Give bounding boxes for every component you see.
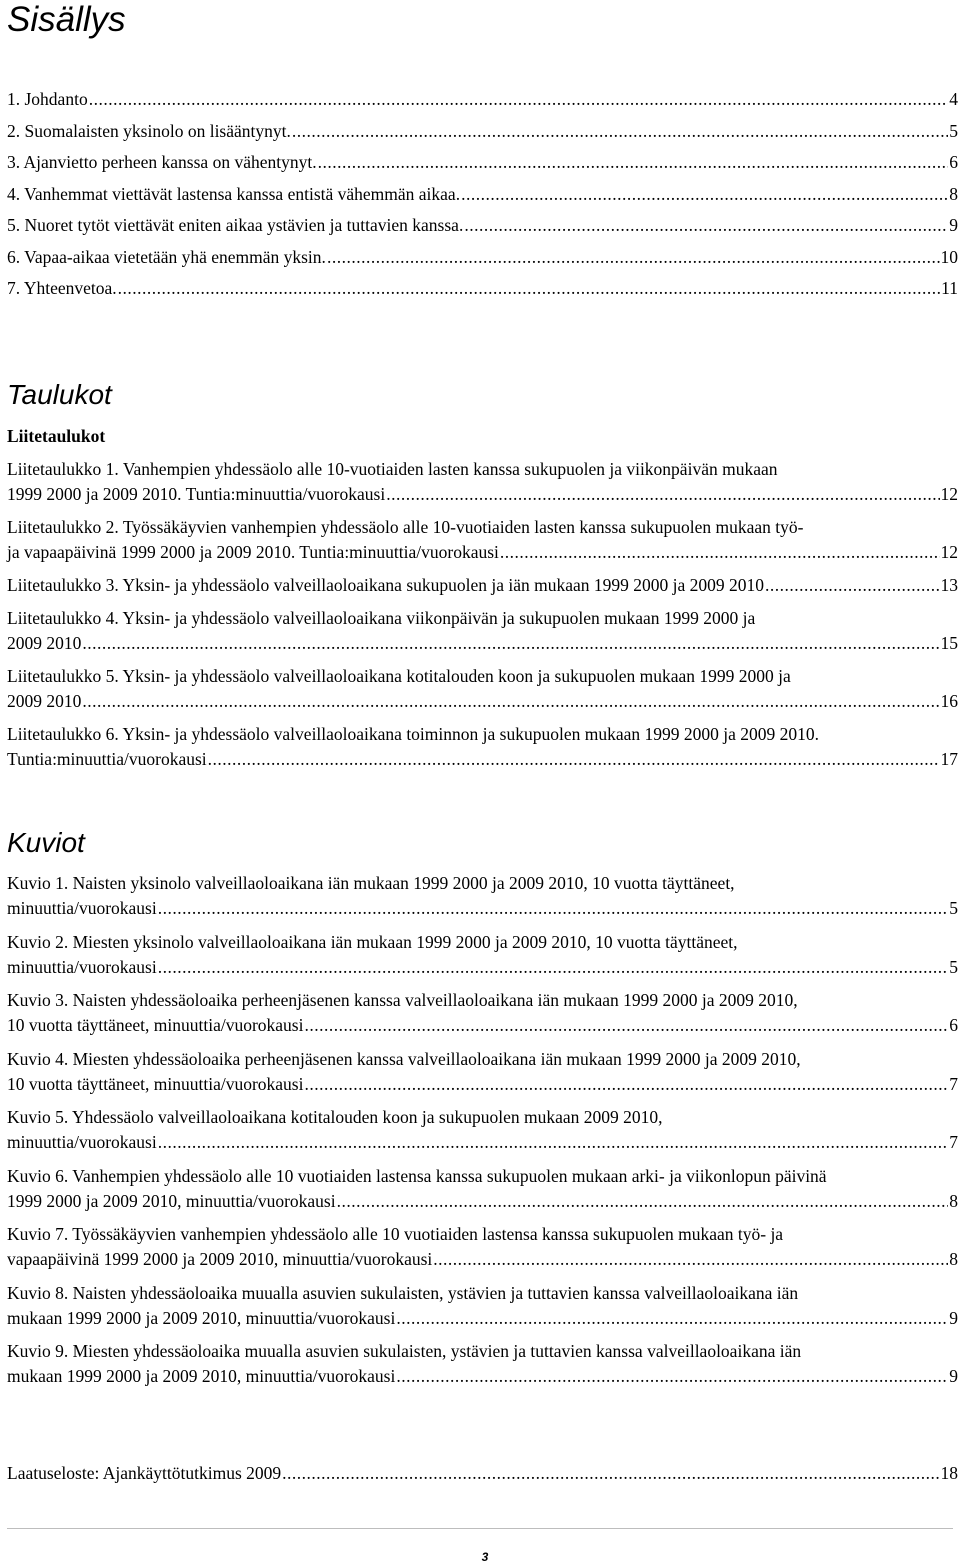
appendix-table-entry-text: 2009 2010 bbox=[7, 691, 82, 711]
dot-leader bbox=[282, 1461, 939, 1486]
figure-entry-text-first-line: Kuvio 9. Miesten yhdessäoloaika muualla asuvien sukulaisten, ystävien ja tuttavien kanssa valveillaoloaikana iän bbox=[7, 1341, 802, 1361]
figure-entry-page-number: 7 bbox=[949, 1073, 958, 1094]
figure-entry-text-first-line: Kuvio 6. Vanhempien yhdessäolo alle 10 vuotiaiden lastensa kanssa sukupuolen mukaan arki- ja viikonlopun päivinä bbox=[7, 1165, 827, 1186]
appendix-table-entry-text: 1999 2000 ja 2009 2010. Tuntia:minuuttia/vuorokausi bbox=[7, 484, 386, 504]
figure-entry-page-number: 9 bbox=[949, 1307, 958, 1328]
dot-leader bbox=[433, 1247, 948, 1272]
appendix-table-entry[interactable] bbox=[7, 573, 958, 598]
appendix-table-entry-text-first-line: Liitetaulukko 4. Yksin- ja yhdessäolo valveillaoloaikana viikonpäivän ja sukupuolen mukaan 1999 2000 ja bbox=[7, 608, 756, 628]
toc-entry-page-number: 9 bbox=[949, 215, 958, 235]
figure-entry-text-first-line: Kuvio 5. Yhdessäolo valveillaoloaikana kotitalouden koon ja sukupuolen mukaan 2009 2010, bbox=[7, 1107, 663, 1127]
appendix-table-entry[interactable] bbox=[7, 515, 958, 565]
toc-entry-text: 6. Vapaa-aikaa vietetään yhä enemmän yksin. bbox=[7, 246, 326, 267]
toc-entry-text: 4. Vanhemmat viettävät lastensa kanssa entistä vähemmän aikaa. bbox=[7, 183, 461, 204]
dot-leader bbox=[304, 1072, 948, 1097]
appendix-table-entry-text-first-line: Liitetaulukko 1. Vanhempien yhdessäolo alle 10-vuotiaiden lasten kanssa sukupuolen ja viikonpäivän mukaan bbox=[7, 459, 778, 479]
page-number: 3 bbox=[481, 1550, 489, 1564]
figure-entry-text: 1999 2000 ja 2009 2010, minuuttia/vuorokausi bbox=[7, 1190, 336, 1211]
figure-entry-page-number: 5 bbox=[949, 898, 958, 918]
toc-entry[interactable] bbox=[7, 84, 958, 116]
dot-leader bbox=[82, 689, 939, 714]
toc-entry-page-number: 8 bbox=[949, 183, 958, 204]
figure-entry[interactable] bbox=[7, 1222, 958, 1272]
figure-entry[interactable] bbox=[7, 988, 958, 1038]
appendix-table-entry-text-first-line: Liitetaulukko 2. Työssäkäyvien vanhempien yhdessäolo alle 10-vuotiaiden lasten kanssa sukupuolen mukaan työ- bbox=[7, 517, 804, 537]
toc-entry[interactable] bbox=[7, 147, 958, 179]
figure-entry[interactable] bbox=[7, 1339, 958, 1389]
appendix-table-entry[interactable] bbox=[7, 722, 958, 772]
figure-entry-page-number: 7 bbox=[949, 1132, 958, 1152]
figure-entry-text: 10 vuotta täyttäneet, minuuttia/vuorokausi bbox=[7, 1073, 304, 1094]
figure-entry-text: 10 vuotta täyttäneet, minuuttia/vuorokausi bbox=[7, 1015, 304, 1035]
toc-entry-page-number: 5 bbox=[949, 120, 958, 141]
dot-leader bbox=[386, 482, 939, 507]
appendix-tables-heading: Liitetaulukot bbox=[7, 426, 106, 446]
appendix-table-entry-page-number: 12 bbox=[940, 484, 958, 504]
figure-entry-text-first-line: Kuvio 4. Miesten yhdessäoloaika perheenjäsenen kanssa valveillaoloaikana iän mukaan 1999 2000 ja 2009 2010, bbox=[7, 1048, 801, 1069]
figure-entry-text: minuuttia/vuorokausi bbox=[7, 898, 157, 918]
toc-entry-page-number: 11 bbox=[941, 278, 958, 298]
figure-entry-text-first-line: Kuvio 3. Naisten yhdessäoloaika perheenjäsenen kanssa valveillaoloaikana iän mukaan 1999 2000 ja 2009 2010, bbox=[7, 990, 798, 1010]
figure-entry-text: minuuttia/vuorokausi bbox=[7, 956, 157, 977]
figure-entry-text: minuuttia/vuorokausi bbox=[7, 1132, 157, 1152]
dot-leader bbox=[304, 1013, 948, 1038]
dot-leader bbox=[208, 747, 940, 772]
figure-entry[interactable] bbox=[7, 871, 958, 921]
dot-leader bbox=[396, 1364, 948, 1389]
appendix-table-entry-text-first-line: Liitetaulukko 6. Yksin- ja yhdessäolo valveillaoloaikana toiminnon ja sukupuolen mukaan 1999 2000 ja 2009 2010. bbox=[7, 724, 819, 744]
appendix-table-entry-text: Liitetaulukko 3. Yksin- ja yhdessäolo valveillaoloaikana sukupuolen ja iän mukaan 1999 2000 ja 2009 2010 bbox=[7, 575, 765, 595]
figure-entry-text-first-line: Kuvio 8. Naisten yhdessäoloaika muualla asuvien sukulaisten, ystävien ja tuttavien kanssa valveillaoloaikana iän bbox=[7, 1282, 799, 1303]
appendix-tables-list bbox=[7, 457, 958, 780]
toc-entry[interactable] bbox=[7, 210, 958, 242]
dot-leader bbox=[82, 631, 939, 656]
figures-list bbox=[7, 871, 958, 1398]
appendix-table-entry-text: ja vapaapäivinä 1999 2000 ja 2009 2010. Tuntia:minuuttia/vuorokausi bbox=[7, 542, 499, 562]
contents-list bbox=[7, 84, 958, 305]
toc-entry-text: 3. Ajanvietto perheen kanssa on vähentynyt. bbox=[7, 152, 317, 172]
appendix-table-entry-page-number: 13 bbox=[940, 575, 958, 595]
figure-entry[interactable] bbox=[7, 930, 958, 980]
footer-divider bbox=[7, 1528, 953, 1529]
tables-heading: Taulukot bbox=[7, 379, 112, 410]
toc-entry-page-number: 10 bbox=[940, 246, 958, 267]
dot-leader bbox=[500, 540, 940, 565]
appendix-table-entry-page-number: 16 bbox=[940, 691, 958, 711]
toc-entry-page-number: 6 bbox=[949, 152, 958, 172]
toc-entry-text: 5. Nuoret tytöt viettävät eniten aikaa ystävien ja tuttavien kanssa. bbox=[7, 215, 464, 235]
dot-leader bbox=[464, 210, 948, 242]
toc-extra-entry-text: Laatuseloste: Ajankäyttötutkimus 2009 bbox=[7, 1463, 282, 1483]
figure-entry[interactable] bbox=[7, 1047, 958, 1097]
extra-list bbox=[7, 1461, 958, 1486]
appendix-table-entry-text: 2009 2010 bbox=[7, 633, 82, 653]
figures-heading: Kuviot bbox=[7, 827, 85, 858]
toc-entry[interactable] bbox=[7, 179, 958, 211]
appendix-table-entry-text-first-line: Liitetaulukko 5. Yksin- ja yhdessäolo valveillaoloaikana kotitalouden koon ja sukupuolen mukaan 1999 2000 ja bbox=[7, 666, 791, 686]
dot-leader bbox=[118, 273, 940, 305]
figure-entry-page-number: 9 bbox=[949, 1366, 958, 1386]
appendix-table-entry-page-number: 12 bbox=[940, 542, 958, 562]
appendix-table-entry[interactable] bbox=[7, 457, 958, 507]
toc-entry-text: 7. Yhteenvetoa. bbox=[7, 278, 117, 298]
dot-leader bbox=[292, 116, 948, 148]
figure-entry-text: vapaapäivinä 1999 2000 ja 2009 2010, minuuttia/vuorokausi bbox=[7, 1249, 433, 1269]
figure-entry-text-first-line: Kuvio 2. Miesten yksinolo valveillaoloaikana iän mukaan 1999 2000 ja 2009 2010, 10 vuotta täyttäneet, bbox=[7, 931, 738, 952]
figure-entry-page-number: 6 bbox=[949, 1015, 958, 1035]
dot-leader bbox=[461, 179, 948, 211]
figure-entry-text-first-line: Kuvio 7. Työssäkäyvien vanhempien yhdessäolo alle 10 vuotiaiden lastensa kanssa sukupuolen mukaan työ- ja bbox=[7, 1224, 784, 1244]
toc-extra-entry-page-number: 18 bbox=[940, 1463, 958, 1483]
toc-entry-page-number: 4 bbox=[949, 89, 958, 109]
appendix-table-entry[interactable] bbox=[7, 664, 958, 714]
figure-entry[interactable] bbox=[7, 1105, 958, 1155]
toc-entry[interactable] bbox=[7, 242, 958, 274]
figure-entry-text: mukaan 1999 2000 ja 2009 2010, minuuttia/vuorokausi bbox=[7, 1366, 396, 1386]
dot-leader bbox=[337, 1189, 949, 1214]
figure-entry-page-number: 8 bbox=[949, 1190, 958, 1211]
dot-leader bbox=[765, 573, 939, 598]
appendix-table-entry-text: Tuntia:minuuttia/vuorokausi bbox=[7, 749, 207, 769]
figure-entry-text-first-line: Kuvio 1. Naisten yksinolo valveillaoloaikana iän mukaan 1999 2000 ja 2009 2010, 10 vuotta täyttäneet, bbox=[7, 873, 735, 893]
dot-leader bbox=[396, 1306, 948, 1331]
figure-entry-page-number: 8 bbox=[949, 1249, 958, 1269]
page-title: Sisällys bbox=[7, 0, 126, 39]
figure-entry-text: mukaan 1999 2000 ja 2009 2010, minuuttia/vuorokausi bbox=[7, 1307, 396, 1328]
toc-entry[interactable] bbox=[7, 116, 958, 148]
appendix-table-entry-page-number: 15 bbox=[940, 633, 958, 653]
toc-entry-text: 1. Johdanto bbox=[7, 89, 88, 109]
dot-leader bbox=[158, 955, 949, 980]
figure-entry[interactable] bbox=[7, 1164, 958, 1214]
appendix-table-entry-page-number: 17 bbox=[940, 749, 958, 769]
dot-leader bbox=[327, 242, 940, 274]
dot-leader bbox=[89, 84, 949, 116]
toc-entry[interactable] bbox=[7, 273, 958, 305]
dot-leader bbox=[318, 147, 949, 179]
toc-entry-text: 2. Suomalaisten yksinolo on lisääntynyt. bbox=[7, 120, 291, 141]
figure-entry[interactable] bbox=[7, 1281, 958, 1331]
appendix-table-entry[interactable] bbox=[7, 606, 958, 656]
dot-leader bbox=[158, 1130, 949, 1155]
dot-leader bbox=[158, 896, 949, 921]
toc-extra-entry[interactable] bbox=[7, 1461, 958, 1486]
figure-entry-page-number: 5 bbox=[949, 956, 958, 977]
